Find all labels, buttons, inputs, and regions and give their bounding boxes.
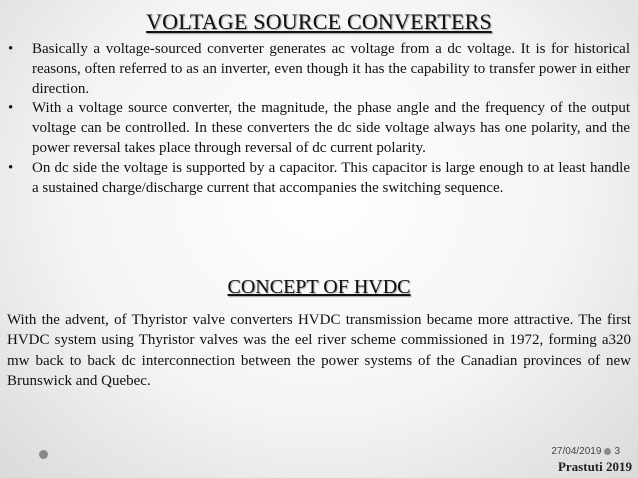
hvdc-paragraph: With the advent, of Thyristor valve converters HVDC transmission became more attractive. The first HVDC system using Thyristor valves was the eel river scheme commissioned in 1972, forming a320 mw back to back dc interconnection between the power systems of the Canadian provinces of new Brunswick and Quebec. <box>7 312 631 390</box>
bullet-item <box>8 99 630 158</box>
bullet-dot-icon: • <box>8 100 14 117</box>
bullet-text: Basically a voltage-sourced converter generates ac voltage from a dc voltage. It is for historical reasons, often referred to as an inverter, even though it has the capability to transfer power in either direction. <box>32 41 630 97</box>
footer-dot-icon <box>39 450 48 459</box>
bullet-dot-icon: • <box>8 159 14 176</box>
bullet-item <box>8 159 630 199</box>
bullet-dot-icon: • <box>8 41 14 57</box>
bullet-text: With a voltage source converter, the magnitude, the phase angle and the frequency of the output voltage can be controlled. In these converters the dc side voltage always has one polarity, and the power reversal takes place through reversal of dc current polarity. <box>32 100 630 156</box>
bullet-text: On dc side the voltage is supported by a capacitor. This capacitor is large enough to at least handle a sustained charge/discharge current that accompanies the switching sequence. <box>32 159 630 196</box>
page-number: 3 <box>614 446 620 457</box>
slide-title: VOLTAGE SOURCE CONVERTERS <box>146 9 492 34</box>
section-heading: CONCEPT OF HVDC <box>227 276 411 298</box>
footer-info <box>551 446 620 457</box>
footer-separator-icon <box>604 448 611 455</box>
bullet-item <box>8 40 630 99</box>
bullet-list <box>8 40 630 198</box>
footer-date: 27/04/2019 <box>551 446 602 457</box>
author-credit: Prastuti 2019 <box>557 459 632 474</box>
